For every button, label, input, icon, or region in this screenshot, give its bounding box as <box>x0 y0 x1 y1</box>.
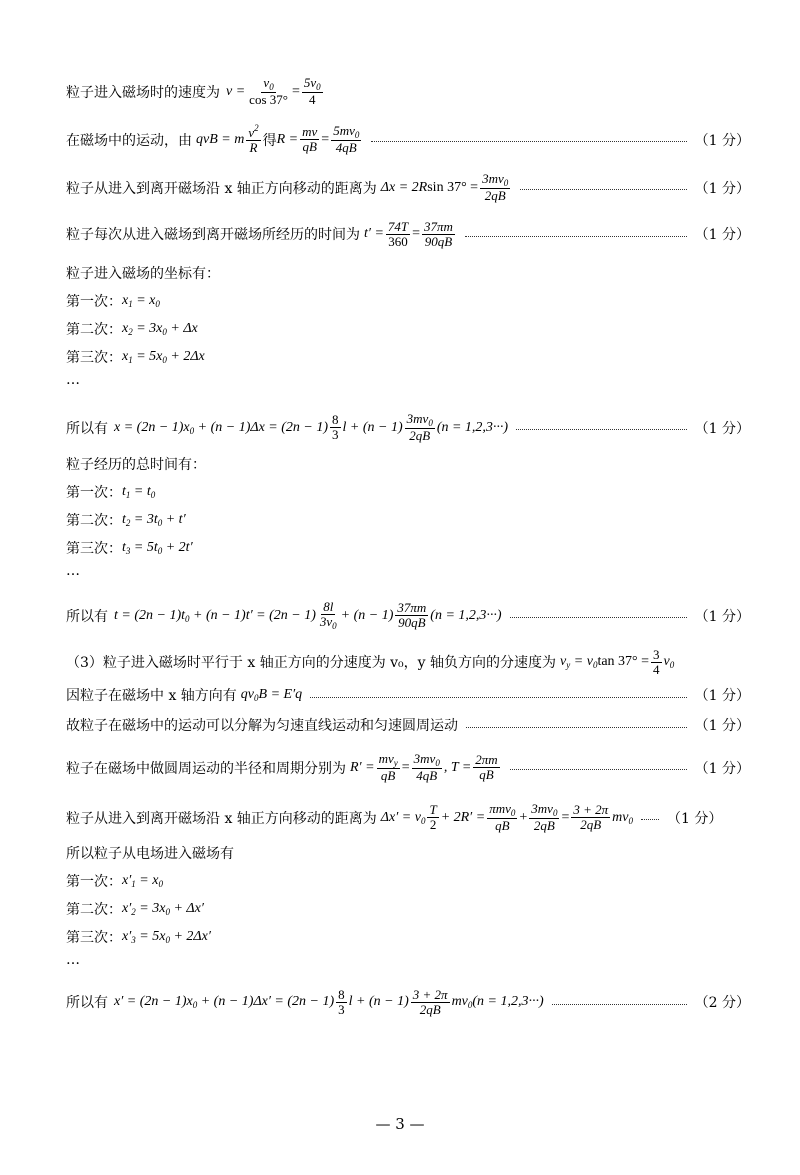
radius-text: 在磁场中的运动，由 <box>66 132 192 149</box>
decompose-text: 故粒子在磁场中的运动可以分解为匀速直线运动和匀速圆周运动 <box>66 718 458 734</box>
page-number: — 3 — <box>375 1115 425 1133</box>
frac-v0-cos37: $\frac{v_0}{\cos 37^\circ}$ <box>249 75 288 108</box>
field-heading-text: 所以粒子从电场进入磁场有 <box>66 846 234 862</box>
third-label: 第三次： <box>66 350 122 366</box>
second-label: 第二次： <box>66 322 122 338</box>
score-1: （1 分） <box>694 688 750 704</box>
third-label: 第三次： <box>66 930 122 946</box>
x-sum-line: 所以有 $x = (2n - 1)x_0 + (n - 1)\Delta x = (2n - 1)$ $\frac{8}{3}$ l + (n − 1) $\frac{3mv_0}{2qB}$ (n = 1,2,3···) （1 分） <box>66 411 750 444</box>
force-balance-text: 因粒子在磁场中 x 轴方向有 <box>66 688 237 704</box>
coord-second: 第二次： $x_2 = 3x_0 + \Delta x$ <box>66 321 198 338</box>
score-1: （1 分） <box>694 718 750 734</box>
time-second: 第二次： $t_2 = 3t_0 + t'$ <box>66 512 186 529</box>
displacement2-text: 粒子从进入到离开磁场沿 x 轴正方向移动的距离为 <box>66 810 377 827</box>
score-1: （1 分） <box>694 180 750 197</box>
leader-dots <box>516 429 687 430</box>
displacement2-line: 粒子从进入到离开磁场沿 x 轴正方向移动的距离为 $\Delta x' = v_0$ $\frac{T}{2}$ + 2R′ = $\frac{\pi mv_0}{qB}$ + $\frac{3mv_0}{2qB}$ = $\frac{3 + 2\pi}{2qB}$ $mv_0$ （1 分） <box>66 801 723 834</box>
score-1: （1 分） <box>694 420 750 437</box>
xprime-sum-line: 所以有 $x' = (2n - 1)x_0 + (n - 1)\Delta x' = (2n - 1)$ $\frac{8}{3}$ l + (n − 1) $\frac{3 + 2\pi}{2qB}$ $mv_0(n = 1,2,3\cdot\cdot\cdot)$ （2 分） <box>66 987 750 1017</box>
radius-line: 在磁场中的运动，由 qvB = m $\frac{v^2}{R}$ 得 R = $\frac{mv}{qB}$ = $\frac{5mv_0}{4qB}$ （1 分） <box>66 123 750 156</box>
displacement-text: 粒子从进入到离开磁场沿 x 轴正方向移动的距离为 <box>66 180 377 197</box>
coord-third: 第三次： $x_1 = 5x_0 + 2\Delta x$ <box>66 349 205 366</box>
part3-text: （3）粒子进入磁场时平行于 x 轴正方向的分速度为 v₀，y 轴负方向的分速度为 <box>66 655 557 672</box>
coord-heading-text: 粒子进入磁场的坐标有： <box>66 266 220 282</box>
x-sum-text: 所以有 <box>66 420 108 437</box>
radius-period-text: 粒子在磁场中做圆周运动的半径和周期分别为 <box>66 760 346 777</box>
second-label: 第二次： <box>66 902 122 918</box>
third-label: 第三次： <box>66 541 122 557</box>
ellipsis <box>66 372 750 388</box>
score-1: （1 分） <box>694 227 750 244</box>
velocity-line: 粒子进入磁场时的速度为 v = $\frac{v_0}{\cos 37^\circ}$ = $\frac{5v_0}{4}$ <box>66 75 321 108</box>
xprime-third: 第三次： $x'_3 = 5x_0 + 2\Delta x'$ <box>66 929 211 946</box>
leader-dots <box>510 769 687 770</box>
time-heading <box>66 454 750 474</box>
radius-de: 得 <box>262 132 277 149</box>
t-sum-text: 所以有 <box>66 608 108 625</box>
time-first: 第一次： $t_1 = t_0$ <box>66 484 156 501</box>
frac-5v0-4: $\frac{5v_0}{4}$ <box>303 75 321 108</box>
xprime-first: 第一次： $x'_1 = x_0$ <box>66 873 163 890</box>
score-1: （1 分） <box>694 132 750 149</box>
leader-dots <box>371 141 686 142</box>
xprime-second: 第二次： $x'_2 = 3x_0 + \Delta x'$ <box>66 901 204 918</box>
xprime-sum-text: 所以有 <box>66 995 108 1012</box>
decompose-line <box>66 715 750 735</box>
ellipsis <box>66 952 750 968</box>
force-balance-line: 因粒子在磁场中 x 轴方向有 $qv_0B = E'q$ （1 分） <box>66 687 750 704</box>
leader-dots <box>552 1004 687 1005</box>
time-text: 粒子每次从进入磁场到离开磁场所经历的时间为 <box>66 227 360 244</box>
ellipsis-text: … <box>66 952 80 968</box>
radius-period-line: 粒子在磁场中做圆周运动的半径和周期分别为 R′ = $\frac{mv_y}{qB}$ = $\frac{3mv_0}{4qB}$ , T = $\frac{2\pi m}{qB}$ （1 分） <box>66 751 750 784</box>
time-line: 粒子每次从进入磁场到离开磁场所经历的时间为 t′ = $\frac{74T}{360}$ = $\frac{37\pi m}{90qB}$ （1 分） <box>66 219 750 249</box>
leader-dots <box>466 727 687 728</box>
ellipsis <box>66 563 750 579</box>
leader-dots <box>520 189 686 190</box>
t-sum-line: 所以有 $t = (2n - 1)t_0 + (n - 1)t' = (2n - 1)$ $\frac{8l}{3v_0}$ + (n − 1) $\frac{37\pi m}{90qB}$ (n = 1,2,3···) （1 分） <box>66 599 750 631</box>
first-label: 第一次： <box>66 874 122 890</box>
field-heading <box>66 843 750 863</box>
score-1: （1 分） <box>694 608 750 625</box>
score-1: （1 分） <box>694 760 750 777</box>
score-2: （2 分） <box>694 995 750 1012</box>
displacement-line: 粒子从进入到离开磁场沿 x 轴正方向移动的距离为 Δx = 2R sin 37° = $\frac{3mv_0}{2qB}$ （1 分） <box>66 171 750 204</box>
first-label: 第一次： <box>66 485 122 501</box>
leader-dots <box>310 697 687 698</box>
leader-dots <box>510 617 687 618</box>
time-third: 第三次： $t_3 = 5t_0 + 2t'$ <box>66 540 193 557</box>
ellipsis-text: … <box>66 563 80 579</box>
time-heading-text: 粒子经历的总时间有： <box>66 457 206 473</box>
second-label: 第二次： <box>66 513 122 529</box>
leader-dots <box>465 236 687 237</box>
leader-dots <box>641 819 659 820</box>
velocity-text: 粒子进入磁场时的速度为 <box>66 84 220 101</box>
score-1: （1 分） <box>666 810 723 827</box>
ellipsis-text: … <box>66 372 80 388</box>
part3-line: （3）粒子进入磁场时平行于 x 轴正方向的分速度为 v₀，y 轴负方向的分速度为 $v_y = v_0$ tan 37° = $\frac{3}{4}$ $v_0$ <box>66 647 675 677</box>
first-label: 第一次： <box>66 294 122 310</box>
coord-heading <box>66 263 750 283</box>
coord-first: 第一次： $x_1 = x_0$ <box>66 293 160 310</box>
